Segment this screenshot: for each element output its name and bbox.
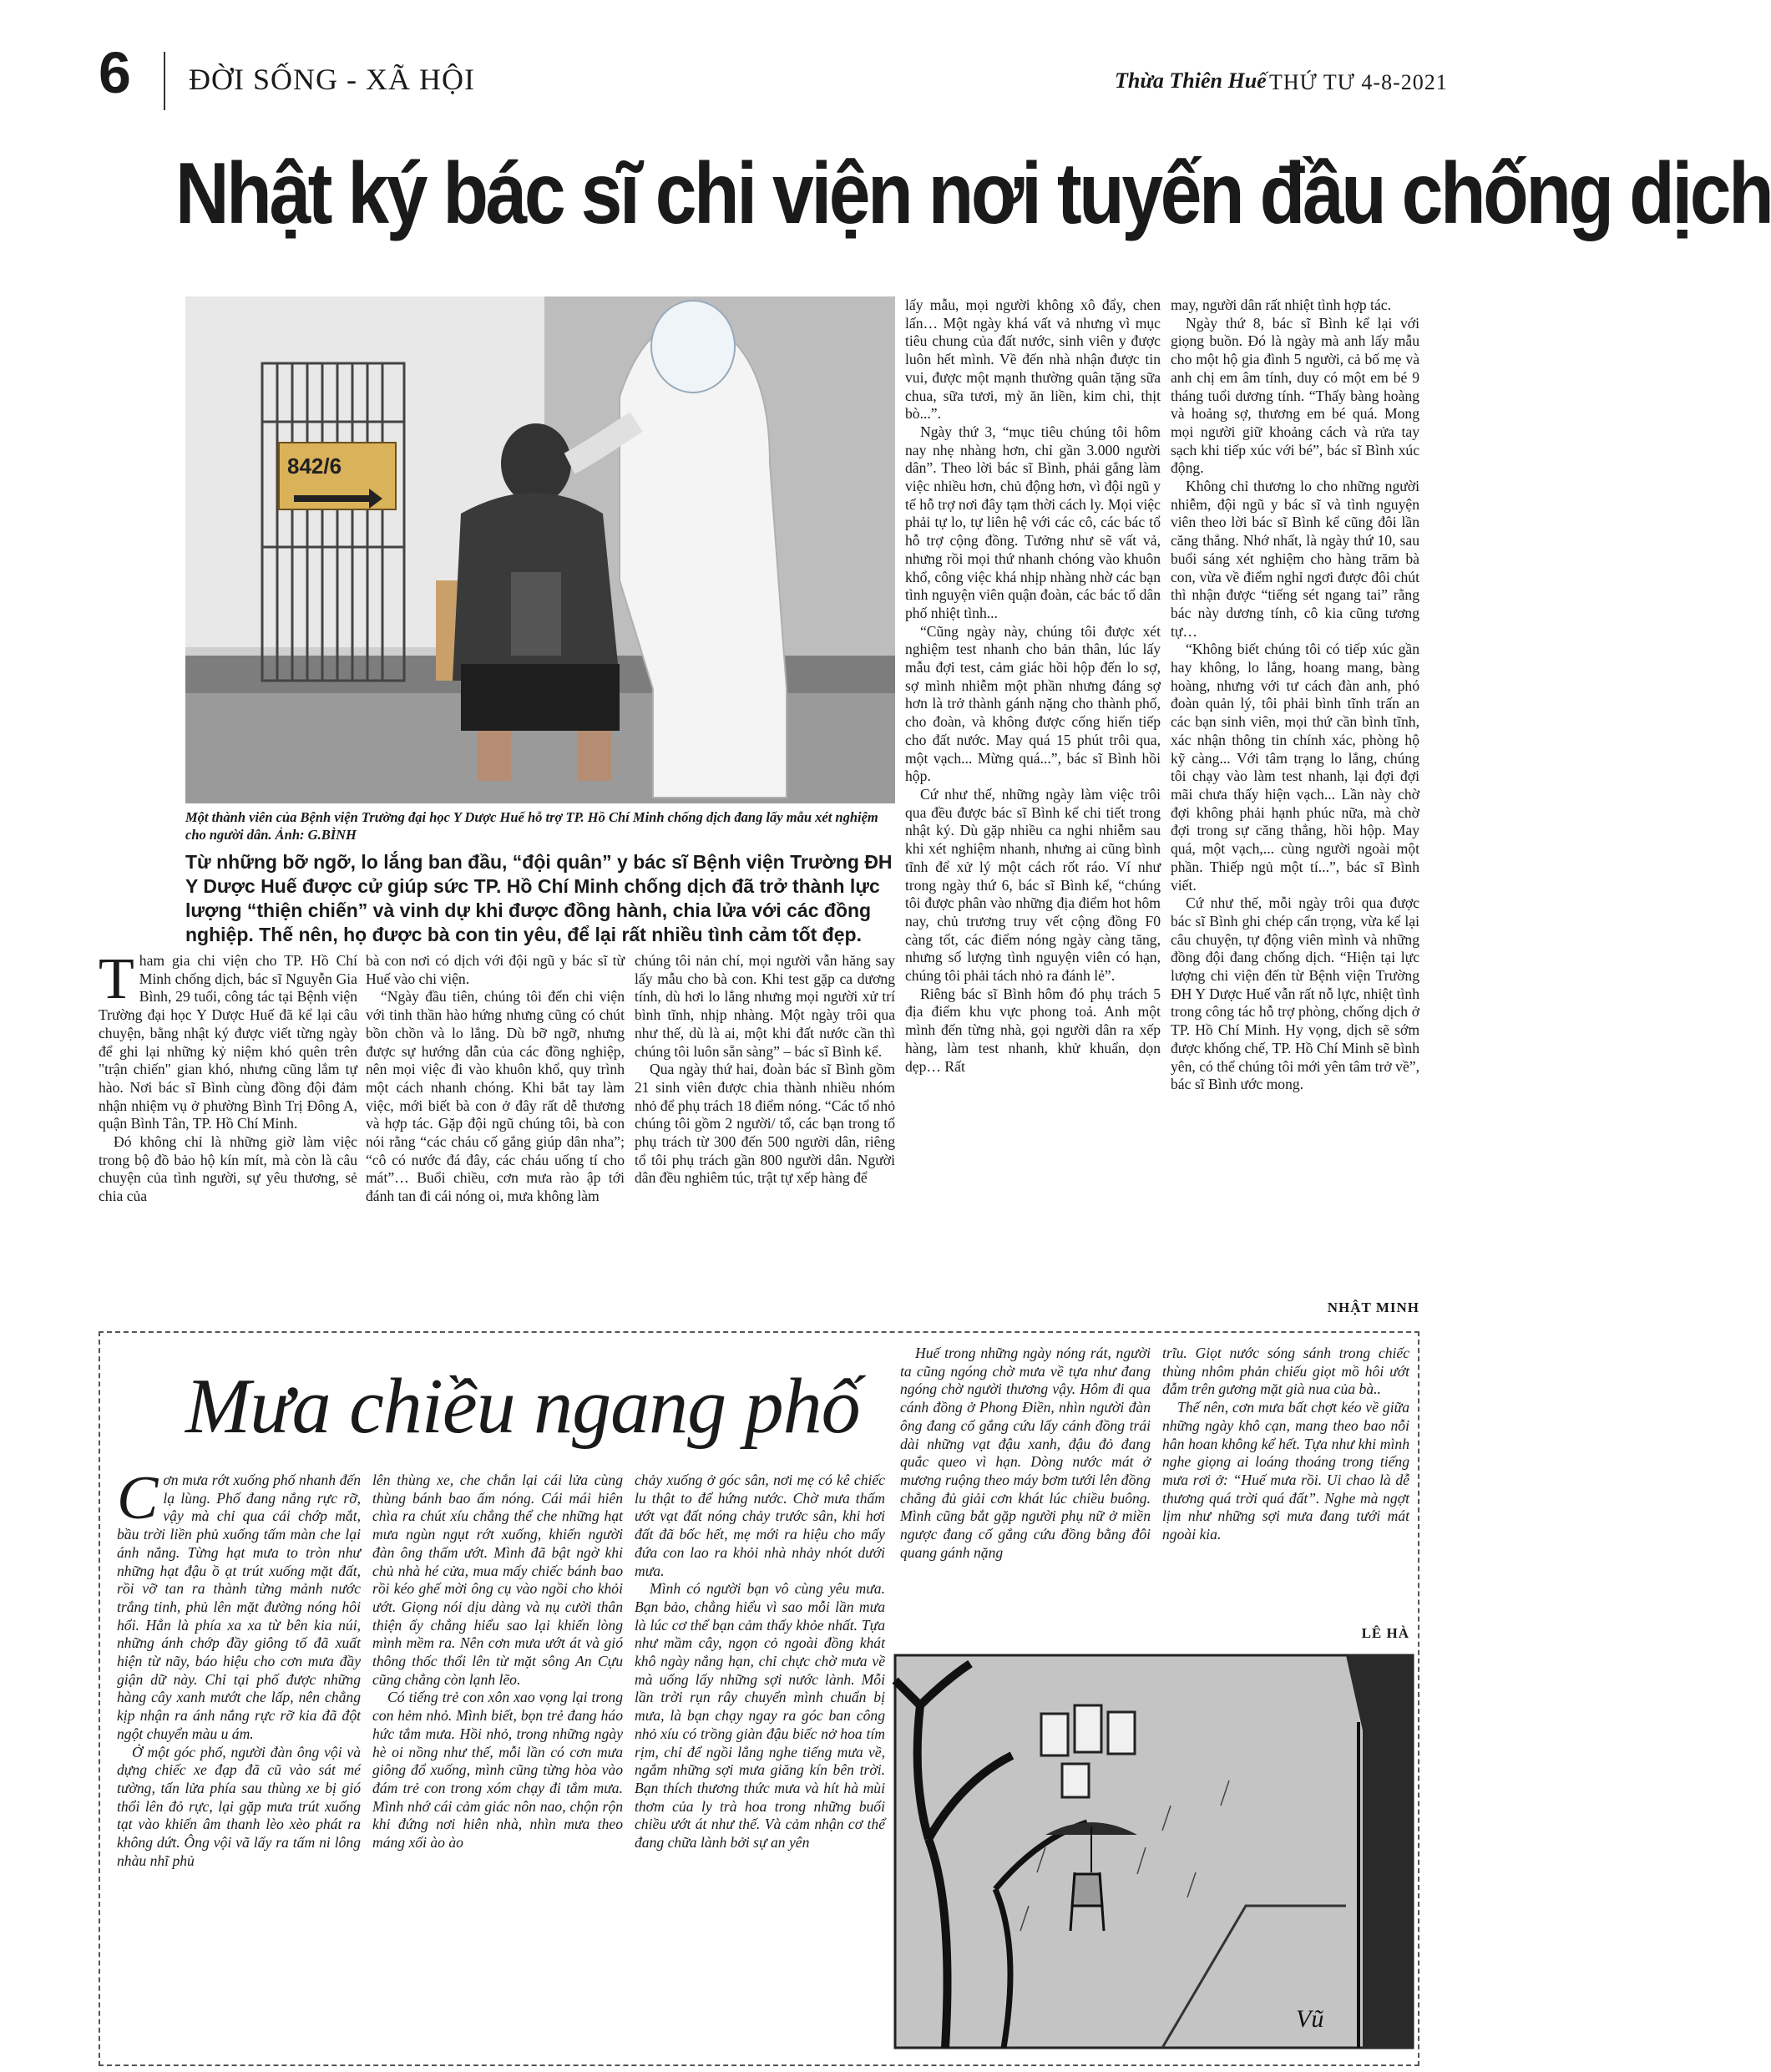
paragraph: ơn mưa rớt xuống phố nhanh đến lạ lùng. Phố đang nắng rực rỡ, vậy mà chỉ qua cái chớp mắt, bầu trời liền phủ xuống tấm màn che lại ánh nắng. Từng hạt mưa to tròn như những hạt đậu ồ ạt trút xuống mặt đất, rồi vỡ tan ra thành từng mảnh nước trắng tinh, phủ lên mặt đường nóng hôi hổi. Hẳn là phía xa xa từ bên kia núi, những ánh chớp đầy giông tố đã xuất hiện từ nãy, báo hiệu cho cơn mưa đầy giận dữ này. Chỉ tại phố được những hàng cây xanh mướt che lấp, nên chẳng kịp nhận ra ánh nắng rực rỡ kia đã đột ngột chuyển màu u ám. xyxy=(117,1472,361,1742)
paragraph: Huế trong những ngày nóng rát, người ta cũng ngóng chờ mưa về tựa như đang ngóng chờ người thương vậy. Hôm đi qua cánh đồng ở Phong Điền, nhìn người đàn ông đang cố gắng cứu lấy cánh đồng trái dài những vạt đậu xanh, đậu đỏ đang quắc queo vì hạn. Dòng nước mát ở mương ruộng theo máy bơm tưới lên đồng chẳng đủ giải cơn khát lúc chiều buông. Mình cũng bắt gặp người phụ nữ ở miền ngược đang cố gắng cứu đồng bằng đôi quang gánh nặng xyxy=(900,1345,1151,1561)
paragraph: Có tiếng trẻ con xôn xao vọng lại trong con hẻm nhỏ. Mình biết, bọn trẻ đang háo hức tắm mưa. Hồi nhỏ, trong những ngày hè oi nồng như thế, mỗi lần có cơn mưa giông đổ xuống, mình cũng từng hòa vào đám trẻ con trong xóm chạy đi tắm mưa. Mình nhớ cái cảm giác nôn nao, chộn rộn khi đứng nơi hiên nhà, nhìn mưa theo máng xối ào ào xyxy=(372,1689,623,1852)
house-number-sign: 842/6 xyxy=(287,453,342,479)
section-title: ĐỜI SỐNG - XÃ HỘI xyxy=(189,63,475,96)
issue-date: THỨ TƯ 4-8-2021 xyxy=(1269,70,1448,94)
drop-cap: T xyxy=(99,947,134,1011)
essay-column-2 xyxy=(372,1472,623,2056)
rain-street-illustration xyxy=(895,1655,1413,2048)
essay-column-4 xyxy=(900,1345,1151,1645)
essay-column-3 xyxy=(635,1472,885,2056)
paragraph: Ở một góc phố, người đàn ông vội và dựng chiếc xe đạp đã cũ vào sát mé tường, tấn lửa phía sau thùng xe bị gió thổi lên đỏ rực, lại gặp mưa trút xuống tạt vào khiến âm thanh lèo xèo phát ra không dứt. Ông vội vã lấy ra tấm ni lông nhàu nhĩ phủ xyxy=(117,1743,361,1869)
article1-column-2 xyxy=(366,952,625,1320)
illustration-artwork xyxy=(895,1655,1413,2048)
article1-column-4 xyxy=(905,296,1161,1320)
paragraph: “Không biết chúng tôi có tiếp xúc gần hay không, lo lắng, hoang mang, bàng hoàng, nhưng với tư cách đàn anh, phó đoàn quản lý, tôi phải bình tĩnh trấn an các bạn sinh viên, mọi thứ cần bình tĩnh, xác nhận thông tin chính xác, phòng hộ kỹ càng... Với tâm trạng lo lắng, chúng tôi chạy vào làm test nhanh, lại đợi đợi mãi chưa thấy hiện vạch... Lần này chờ đợi không phải hạnh phúc nữa, mà chờ đợi trong sự căng thẳng, hồi hộp. May quá, một vạch,... cùng người ngoài một phần. Thiếp ngủ một tí...”, bác sĩ Bình viết. xyxy=(1171,641,1419,894)
article1-column-1 xyxy=(99,947,357,1320)
article-lead: Từ những bỡ ngỡ, lo lắng ban đầu, “đội quân” y bác sĩ Bệnh viện Trường ĐH Y Dược Huế được cử giúp sức TP. Hồ Chí Minh chống dịch đã trở thành lực lượng “thiện chiến” và vinh dự khi được đồng hành, chia lửa với các đồng nghiệp. Thế nên, họ được bà con tin yêu, để lại rất nhiều tình cảm tốt đẹp. xyxy=(185,851,893,945)
essay-column-5 xyxy=(1162,1345,1409,1620)
article1-author: NHẬT MINH xyxy=(1327,1299,1419,1315)
paragraph: ham gia chi viện cho TP. Hồ Chí Minh chống dịch, bác sĩ Nguyễn Gia Bình, 29 tuổi, công tác tại Bệnh viện Trường đại học Y Dược Huế đã kể lại câu chuyện, bằng nhật ký được viết từng ngày để ghi lại những kỷ niệm khó quên trên "trận chiến" gian khó, nhưng cũng lắm tự hào. Nơi bác sĩ Bình cùng đồng đội đảm nhận nhiệm vụ ở phường Bình Trị Đông A, quận Bình Tân, TP. Hồ Chí Minh. xyxy=(99,952,357,1132)
paragraph: lấy mẫu, mọi người không xô đẩy, chen lấn… Một ngày khá vất vả nhưng vì mục tiêu chung của đất nước, sinh viên y được luôn hết mình. Về đến nhà nhận được tin vui, được một mạnh thường quân tặng sữa chua, sữa tươi, mỳ ăn liền, kim chi, thịt bò...”. xyxy=(905,296,1161,423)
paragraph: chảy xuống ở góc sân, nơi mẹ có kê chiếc lu thật to để hứng nước. Chờ mưa thấm ướt vạt đất nóng chảy trước sân, khi hơi đất đã bốc hết, mẹ mới ra hiệu cho mấy đứa con lao ra khỏi nhà nhảy nhót dưới mưa. xyxy=(635,1472,885,1579)
page-number: 6 xyxy=(99,40,131,105)
essay-column-1 xyxy=(117,1464,361,2056)
drop-cap: C xyxy=(117,1464,159,1532)
paragraph: Ngày thứ 3, “mục tiêu chúng tôi hôm nay nhẹ nhàng hơn, chỉ gần 3.000 người dân”. Theo lời bác sĩ Bình, phải gắng làm việc nhiều hơn, chủ động hơn, vì đội ngũ y tế hỗ trợ nơi đây tạm thời cách ly. Mọi việc phải tự lo, tự liên hệ với các cô, các bác tổ hỗ trợ cộng đồng. Tưởng như sẽ vất vả, nhưng rồi mọi thứ nhanh chóng vào khuôn khổ, công việc khá nhịp nhàng nhờ các bạn tình nguyện viên quận đoàn, các bác tổ dân phố nhiệt tình... xyxy=(905,423,1161,621)
paragraph: Không chỉ thương lo cho những người nhiễm, đội ngũ y bác sĩ và tình nguyện viên theo lời bác sĩ Bình kể cũng đôi lần căng thẳng. Nhớ nhất, là ngày thứ 10, sau buổi sáng xét nghiệm cho hàng trăm bà con, vừa về điểm nghỉ ngơi được đôi chút thì nhận được “tiếng sét ngang tai” rằng bác này dương tính, cô kia cũng tương tự… xyxy=(1171,478,1419,640)
essay-author: LÊ HÀ xyxy=(1361,1625,1409,1641)
paragraph: Cứ như thế, mỗi ngày trôi qua được bác sĩ Bình ghi chép cẩn trọng, vừa kể lại câu chuyện, tự động viên mình và những đồng đội đang chống dịch. “Hiện tại lực lượng chi viện đến từ Bệnh viện Trường ĐH Y Dược Huế vẫn rất nỗ lực, nhiệt tình trong công tác hỗ trợ phòng, chống dịch ở TP. Hồ Chí Minh. Hy vọng, dịch sẽ sớm được khống chế, TP. Hồ Chí Minh sẽ bình yên, có thể chúng tôi mới yên tâm trở về”, bác sĩ Bình ước mong. xyxy=(1171,894,1419,1093)
article1-column-3 xyxy=(635,952,895,1320)
paragraph: “Cũng ngày này, chúng tôi được xét nghiệm test nhanh cho bản thân, lúc lấy mẫu đợi test, cảm giác hồi hộp đến lo sợ, sợ mình nhiễm một phần nhưng đáng sợ hơn là trở thành gánh nặng cho thành phố, cho đoàn, và không được cống hiến tiếp cho đất nước. May quá 15 phút trôi qua, một vạch... Mừng quá...”, bác sĩ Bình hồi hộp. xyxy=(905,622,1161,785)
article-photo xyxy=(185,296,895,803)
artist-signature: Vũ xyxy=(1296,2005,1324,2033)
paragraph: Cứ như thế, những ngày làm việc trôi qua đều được bác sĩ Bình kể chi tiết trong nhật ký. Dù gặp nhiều ca nghi nhiễm sau khi xét nghiệm nhanh, nhưng ai cũng bình tĩnh để xử lý một cách rốt ráo. Ví như trong ngày thứ 6, bác sĩ Bình kể, “chúng tôi được phân vào những địa điểm hot hôm nay, chủ trương truy vết cộng đồng F0 càng tốt, các điểm nóng ngày càng tăng, nhưng số lượng tình nguyện viên có hạn, chúng tôi phải tách nhỏ ra đánh lẻ”. xyxy=(905,785,1161,985)
paragraph: Mình có người bạn vô cùng yêu mưa. Bạn bảo, chẳng hiểu vì sao mỗi lần mưa là lúc cơ thể bạn cảm thấy khỏe nhất. Tựa như mầm cây, ngọn cỏ ngoài đồng khát khô ngày nắng hạn, chỉ chực chờ mưa về mà uống lấy những sợi nước lành. Mỗi lần trời rụn rây chuyển mình chuẩn bị mưa, là bạn chạy ngay ra góc ban công nhỏ xíu có trồng giàn đậu biếc nở hoa tím rịm, chỉ để ngồi lắng nghe tiếng mưa về, ngắm những sợi mưa giăng kín bên trời. Bạn thích thương thức mưa và hít hà mùi thơm của ly trà hoa trong những buổi chiều ướt át như thế. Và cảm nhận cơ thể đang chữa lành bởi sự an yên xyxy=(635,1580,885,1852)
paragraph: may, người dân rất nhiệt tình hợp tác. xyxy=(1171,296,1391,313)
article1-column-5 xyxy=(1171,296,1419,1299)
header-divider xyxy=(164,52,165,110)
paragraph: Qua ngày thứ hai, đoàn bác sĩ Bình gồm 21 sinh viên được chia thành nhiều nhóm nhỏ để phụ trách 18 điểm nóng. “Các tổ nhỏ chúng tôi gồm 2 người/ tổ, các bạn trong tổ phụ trách từ 300 đến 500 người dân, riêng tổ tôi phụ trách gần 800 người dân. Người dân đều nghiêm túc, trật tự xếp hàng để xyxy=(635,1061,895,1187)
paragraph: bà con nơi có dịch với đội ngũ y bác sĩ từ Huế vào chi viện. xyxy=(366,952,625,987)
paragraph: trĩu. Giọt nước sóng sánh trong chiếc thùng nhôm phản chiếu giọt mồ hôi ướt đẫm trên gương mặt già nua của bà.. xyxy=(1162,1345,1409,1398)
paragraph: Riêng bác sĩ Bình hôm đó phụ trách 5 địa điểm khu vực phong toả. Anh một mình đến từng nhà, gọi người dân ra xếp hàng, làm test nhanh, khử khuẩn, dọn dẹp… Rất xyxy=(905,985,1161,1075)
paragraph: Ngày thứ 8, bác sĩ Bình kể lại với giọng buồn. Đó là ngày mà anh lấy mẫu cho một hộ gia đình 5 người, cả bố mẹ và anh chị em âm tính, duy có một em bé 9 tháng tuổi dương tính. “Thấy bàng hoàng và hoảng sợ, thương em bé quá. Mong mọi người giữ khoảng cách và rửa tay sạch khi tiếp xúc với bé”, bác sĩ Bình xúc động. xyxy=(1171,314,1419,477)
article-headline: Nhật ký bác sĩ chi viện nơi tuyến đầu chống dịch xyxy=(175,145,1771,242)
paragraph: lên thùng xe, che chắn lại cái lửa cùng thùng bánh bao ấm nóng. Cái mái hiên chìa ra chút xíu chẳng thể che những hạt mưa ngùn ngụt rớt xuống, khiến người đàn ông thấm ướt. Mình đã bật ngờ khi chủ nhà hé cửa, mua mấy chiếc bánh bao rồi kéo ghế mời ông cụ vào ngồi cho khỏi ướt. Giọng nói dịu dàng và nụ cười thân thiện ấy chẳng hiểu sao lại khiến lòng mình mềm ra. Nên cơn mưa ướt át và gió thông thốc thổi lên từ mặt sông An Cựu cũng chẳng còn lạnh lẽo. xyxy=(372,1472,623,1688)
paragraph: chúng tôi nản chí, mọi người vẫn hăng say lấy mẫu cho bà con. Khi test gặp ca dương tính, dù hơi lo lắng nhưng mọi người xử trí bình tĩnh, nhịp nhàng. Một ngày trôi qua như thế, dù là ai, một khi đất nước cần thì chúng tôi luôn sẵn sàng” – bác sĩ Bình kể. xyxy=(635,952,895,1060)
paragraph: Đó không chỉ là những giờ làm việc trong bộ đồ bảo hộ kín mít, mà còn là câu chuyện của tình người, sự yêu thương, sẻ chia của xyxy=(99,1133,357,1205)
paragraph: “Ngày đầu tiên, chúng tôi đến chi viện với tinh thần hào hứng nhưng cũng có chút bồn chồn và lo lắng. Dù bỡ ngỡ, nhưng được sự hướng dẫn của các đồng nghiệp, nên mọi việc đi vào khuôn khổ, quy trình một cách nhanh chóng. Khi bắt tay làm việc, mới biết bà con ở đây rất dễ thương và hợp tác. Gặp đội ngũ chúng tôi, bà con nói rằng “các cháu cố gắng giúp dân nha”; “cô có nước đá đây, các cháu uống tí cho mát”… Buổi chiều, cơn mưa rào ập tới đánh tan đi cái nóng oi, mưa không làm xyxy=(366,988,625,1205)
masthead-logo: Thừa Thiên Huế xyxy=(1115,68,1267,93)
photo-caption: Một thành viên của Bệnh viện Trường đại học Y Dược Huế hỗ trợ TP. Hồ Chí Minh chống dịch đang lấy mẫu xét nghiệm cho người dân. Ảnh: G.BÌNH xyxy=(185,809,878,843)
paragraph: Thế nên, cơn mưa bất chợt kéo về giữa những ngày khô cạn, mang theo bao nỗi hân hoan không kể hết. Tựa như khi mình nghe giọng ai loáng thoáng trong tiếng mưa rơi ở: “Huế mưa rồi. Ui chao là dễ thương quá trời quá đất”. Nghe mà ngợt lịm như những sợi mưa đang tưới mát ngoài kia. xyxy=(1162,1399,1409,1543)
photo-illustration xyxy=(185,296,895,803)
essay-title: Mưa chiều ngang phố xyxy=(185,1363,860,1450)
